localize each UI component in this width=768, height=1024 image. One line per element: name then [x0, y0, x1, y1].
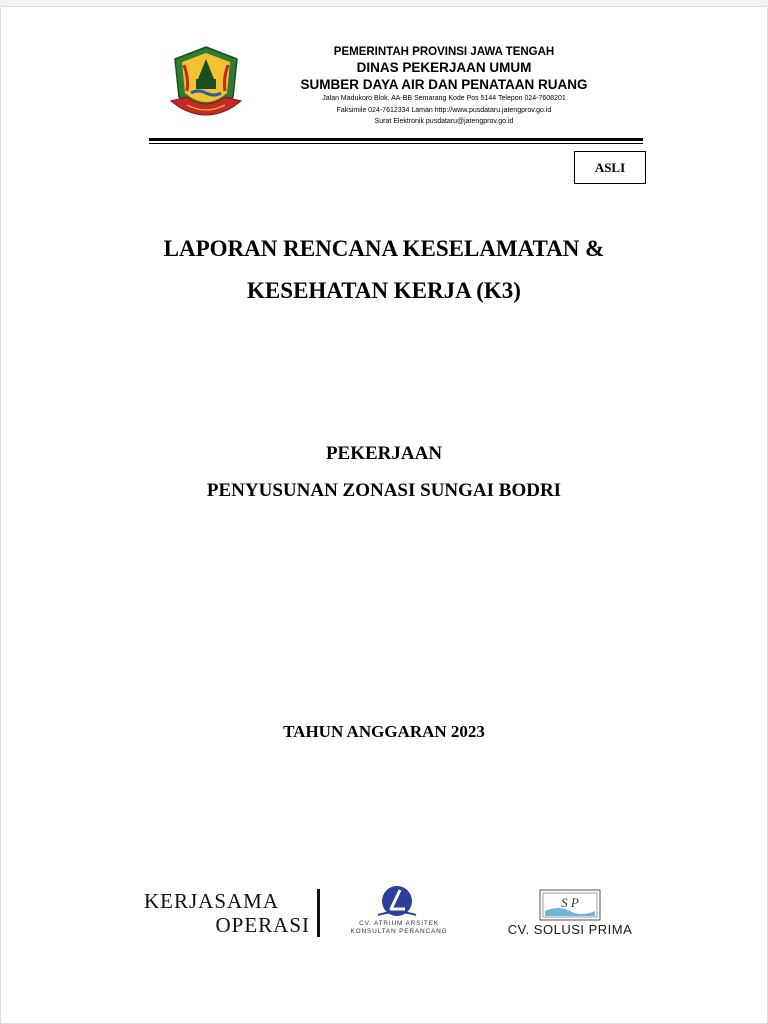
letterhead-divider-thin [149, 143, 643, 144]
joint-operation-line2: OPERASI [215, 913, 310, 937]
report-title-line2: KESEHATAN KERJA (K3) [247, 278, 521, 303]
work-label: PEKERJAAN [325, 443, 443, 464]
letterhead-divider [149, 138, 643, 141]
letterhead [269, 45, 619, 128]
atrium-logo-icon [374, 885, 420, 919]
report-title-line1: LAPORAN RENCANA KESELAMATAN & [163, 236, 605, 261]
document-page [0, 6, 768, 1024]
letterhead-government: PEMERINTAH PROVINSI JAWA TENGAH [333, 46, 555, 58]
atrium-company-subtitle: KONSULTAN PERANCANG [350, 928, 448, 935]
work-name: PENYUSUNAN ZONASI SUNGAI BODRI [206, 480, 562, 501]
letterhead-agency: DINAS PEKERJAAN UMUM [356, 60, 532, 75]
joint-operation-label [144, 889, 310, 937]
provincial-emblem-icon [167, 45, 245, 119]
letterhead-email: Surat Elektronik pusdataru@jatengprov.go.id [374, 118, 514, 125]
solusi-prima-logo-icon [539, 889, 601, 921]
svg-text:S P: S P [561, 895, 579, 910]
joint-operation-line1: KERJASAMA [144, 889, 280, 913]
footer-divider [317, 889, 320, 937]
letterhead-address: Jalan Madukoro Blok. AA-BB Semarang Kode Pos 5144 Telepon 024-7608201 [322, 95, 566, 102]
fiscal-year: TAHUN ANGGARAN 2023 [283, 722, 485, 741]
letterhead-fax-web: Faksimile 024-7612334 Laman http://www.pusdataru.jatengprov.go.id [336, 106, 552, 114]
atrium-company-name: CV. ATRIUM ARSITEK [359, 920, 439, 927]
solusi-prima-company-name: CV. SOLUSI PRIMA [507, 922, 633, 937]
letterhead-department: SUMBER DAYA AIR DAN PENATAAN RUANG [300, 77, 588, 92]
original-copy-badge: ASLI [574, 151, 646, 184]
